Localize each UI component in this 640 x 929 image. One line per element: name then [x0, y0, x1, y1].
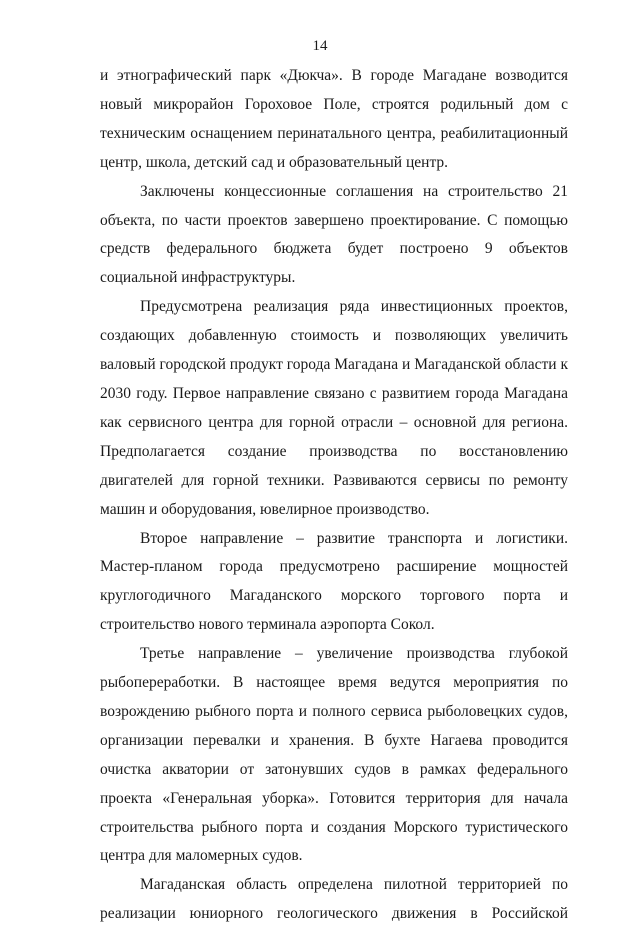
paragraph: Заключены концессионные соглашения на строительство 21 объекта, по части проектов завершено проектирование. С помощью средств федерального бюджета будет построено 9 объектов социальной инфраструктуры.	[100, 182, 568, 287]
paragraph: Второе направление – развитие транспорта и логистики. Мастер-планом города предусмотрено расширение мощностей круглогодичного Магаданского морского торгового порта и строительство нового терминала аэропорта Сокол.	[100, 529, 568, 634]
paragraph: Предусмотрена реализация ряда инвестиционных проектов, создающих добавленную стоимость и позволяющих увеличить валовый городской продукт города Магадана и Магаданской области к 2030 году. Первое направление связано с развитием города Магадана как сервисного центра для горной отрасли – основной для региона. Предполагается создание производства по восстановлению двигателей для горной техники. Развиваются сервисы по ремонту машин и оборудования, ювелирное производство.	[100, 298, 568, 518]
paragraph: Магаданская область определена пилотной территорией по реализации юниорного геологического движения в Российской	[100, 876, 568, 923]
paragraph: Третье направление – увеличение производства глубокой рыбопереработки. В настоящее время ведутся мероприятия по возрождению рыбного порта и полного сервиса рыболовецких судов, организации перевалки и хранения. В бухте Нагаева проводится очистка акватории от затонувших судов в рамках федерального проекта «Генеральная уборка». Готовится территория для начала строительства рыбного порта и создания Морского туристического центра для маломерных судов.	[100, 645, 568, 865]
document-body	[100, 62, 568, 929]
paragraph: и этнографический парк «Дюкча». В городе Магадане возводится новый микрорайон Гороховое Поле, строятся родильный дом с техническим оснащением перинатального центра, реабилитационный центр, школа, детский сад и образовательный центр.	[100, 67, 568, 171]
page-number: 14	[312, 38, 328, 54]
